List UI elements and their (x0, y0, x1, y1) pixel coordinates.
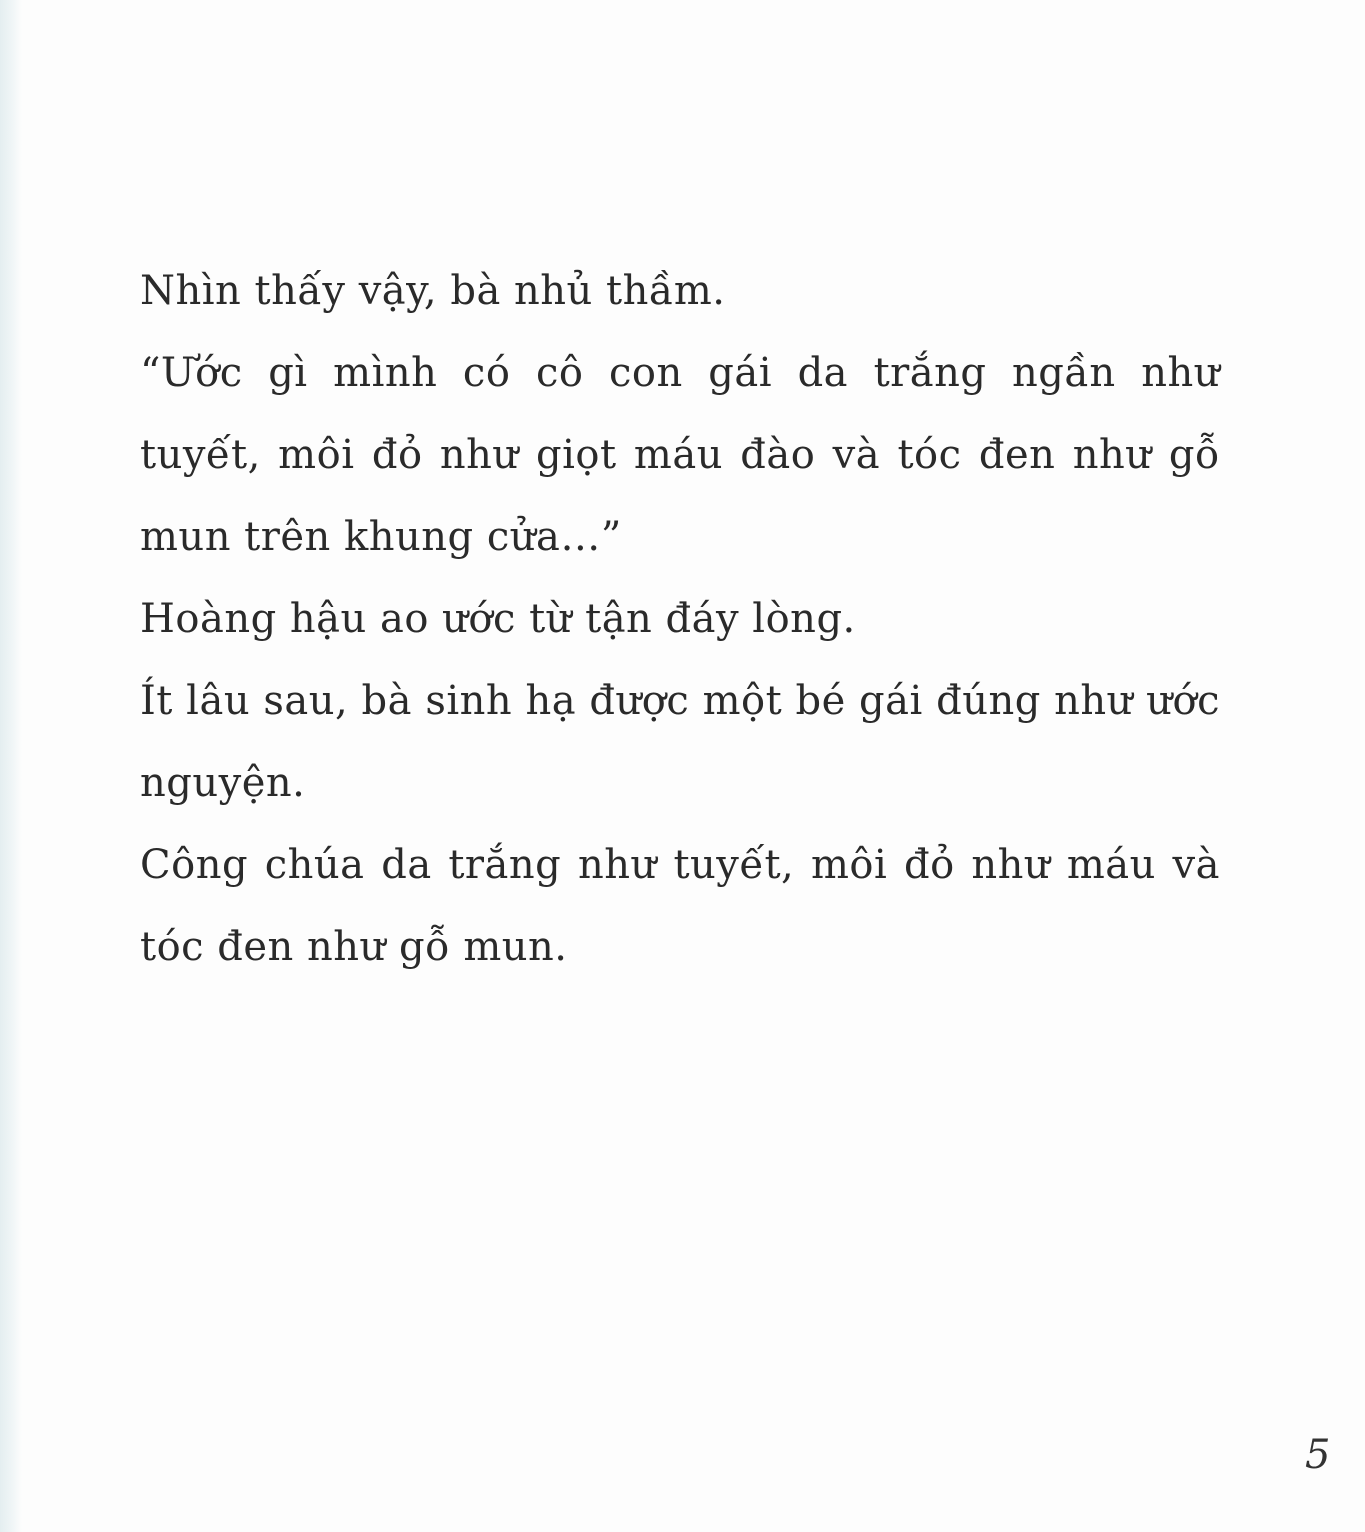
paragraph-2: “Ước gì mình có cô con gái da trắng ngần như tuyết, môi đỏ như giọt máu đào và tóc đen như gỗ mun trên khung cửa…” (140, 350, 1220, 560)
story-text (140, 250, 1220, 988)
page-number: 5 (1305, 1432, 1331, 1478)
page-edge-shadow (0, 0, 22, 1532)
paragraph-3: Hoàng hậu ao ước từ tận đáy lòng. (140, 596, 856, 642)
paragraph-4: Ít lâu sau, bà sinh hạ được một bé gái đúng như ước nguyện. (140, 678, 1220, 806)
paragraph-5: Công chúa da trắng như tuyết, môi đỏ như máu và tóc đen như gỗ mun. (140, 842, 1220, 970)
paragraph-1: Nhìn thấy vậy, bà nhủ thầm. (140, 268, 726, 314)
